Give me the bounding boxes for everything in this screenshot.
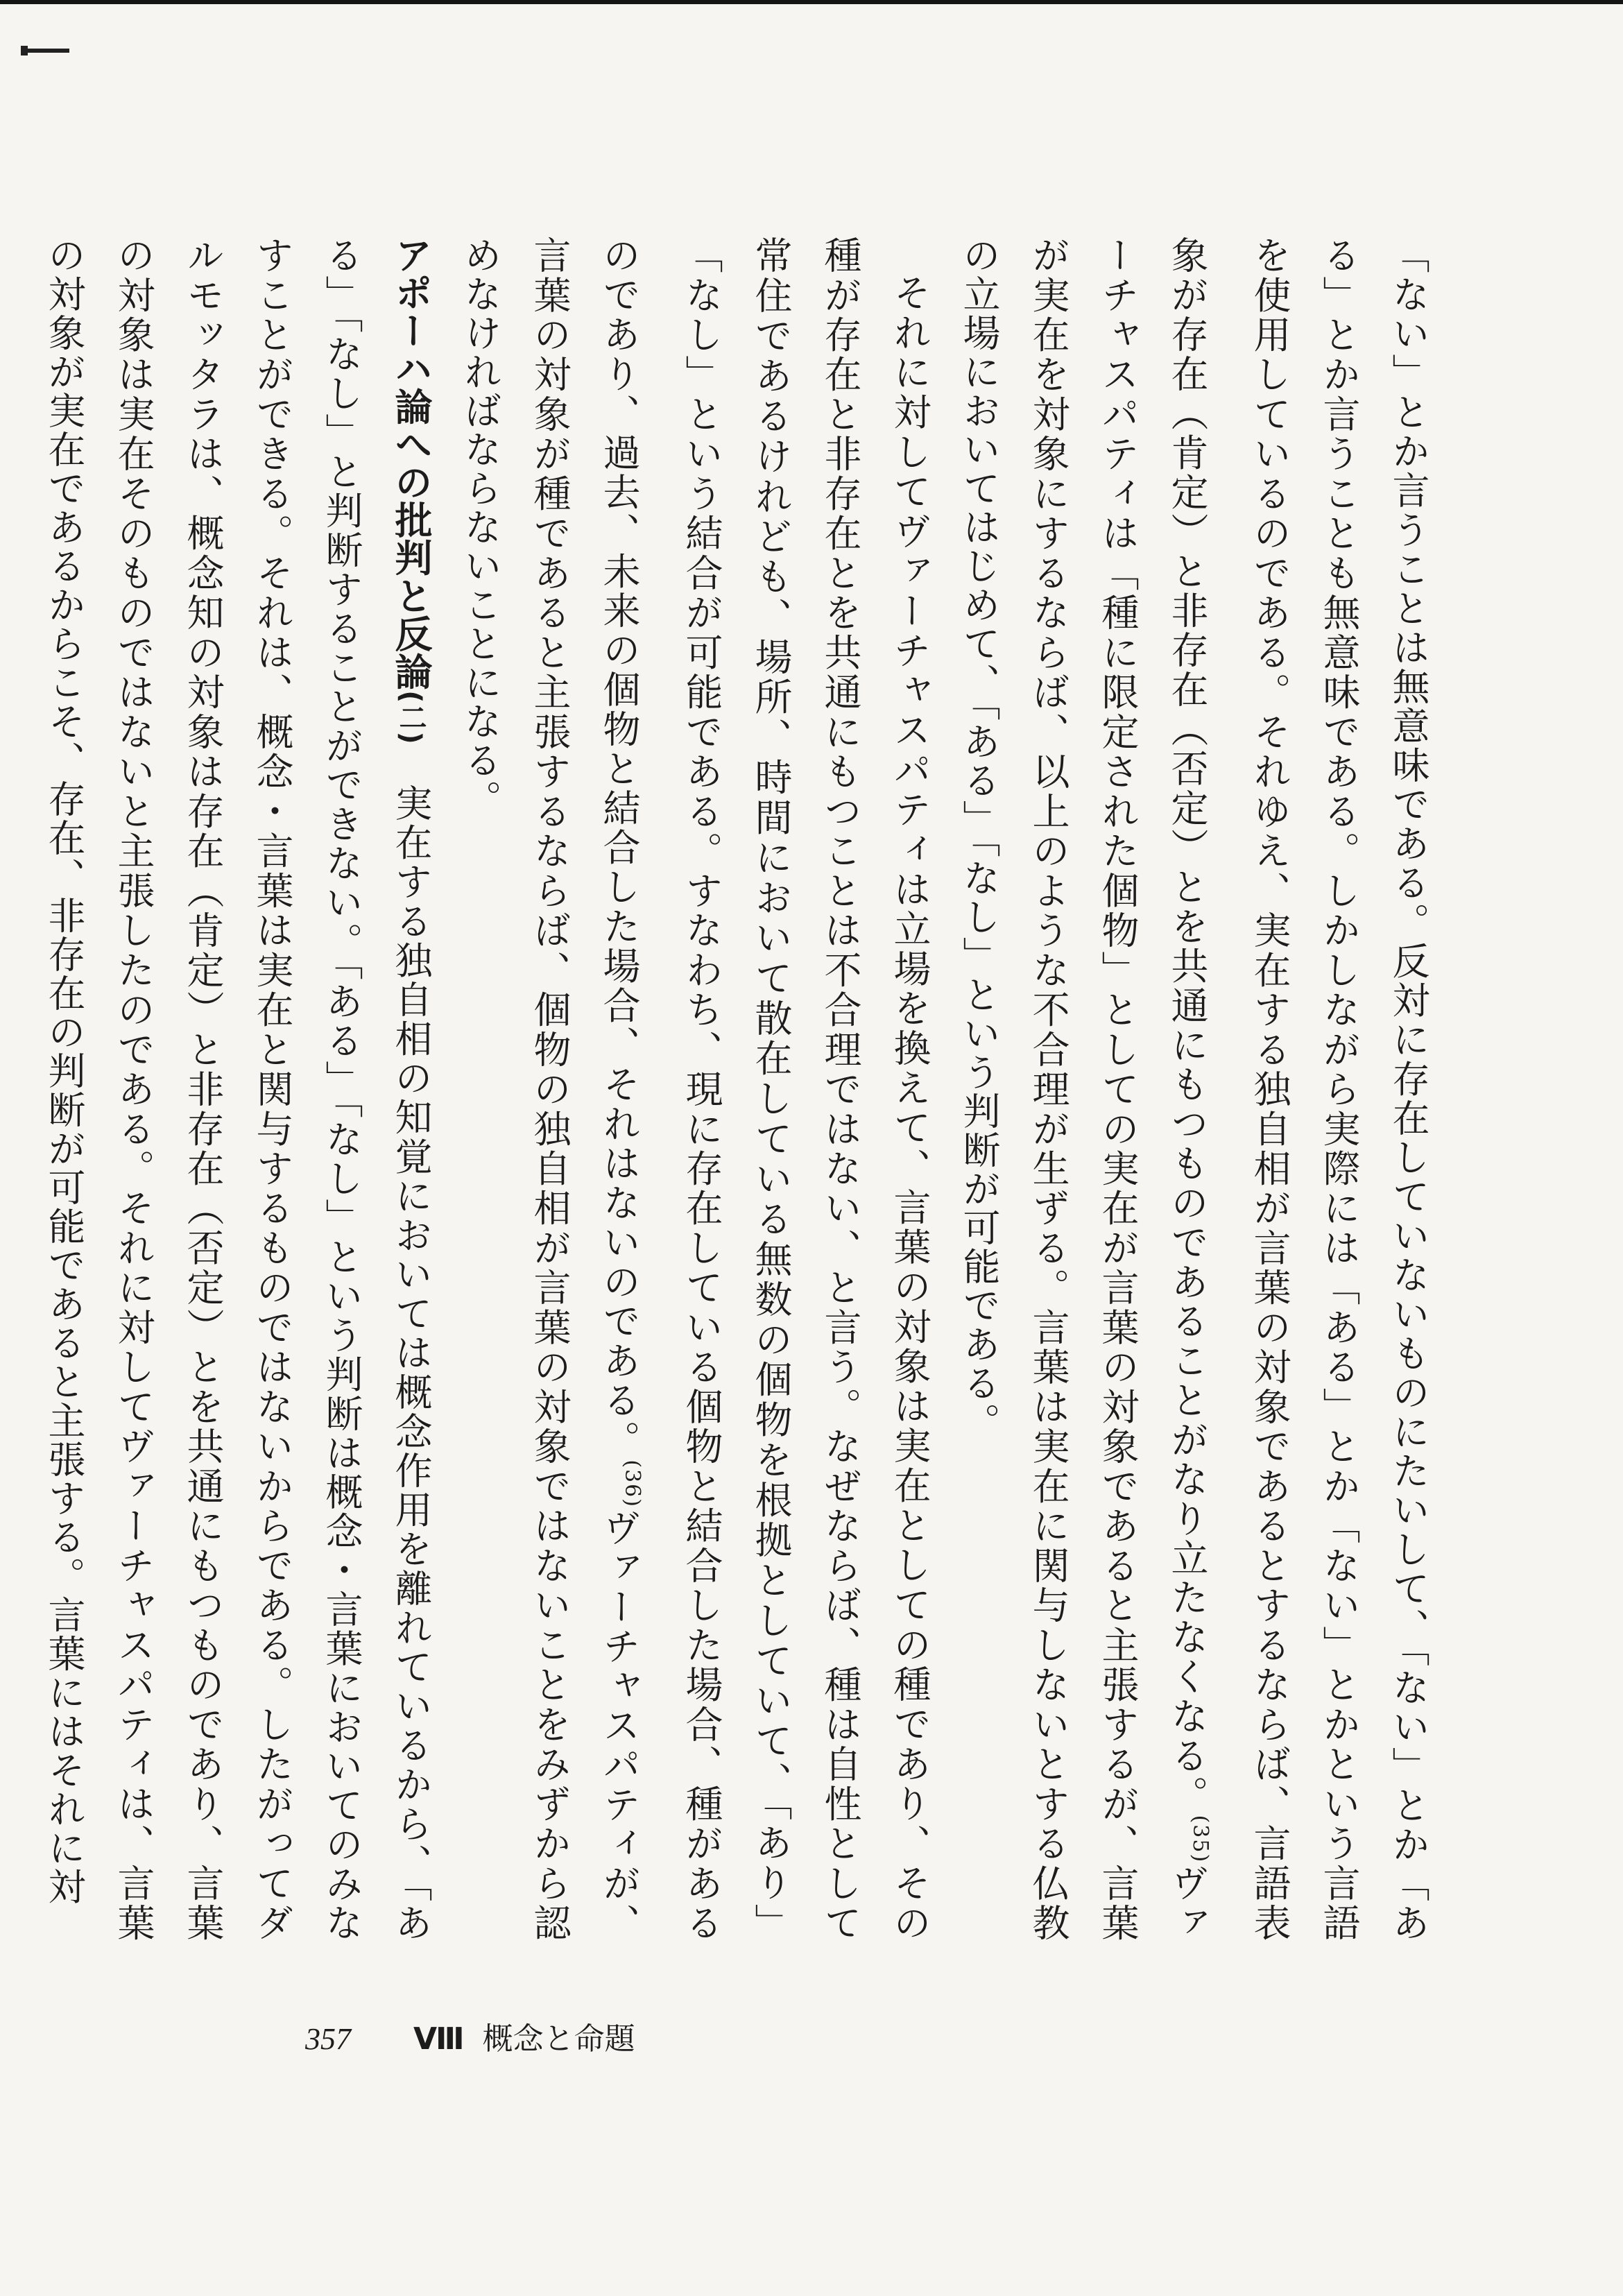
paragraph-2-continuation: ヴァーチャスパティが、言葉の対象が種であると主張するならば、個物の独自相が言葉の対象ではないことをみずから認めなければならないことになる。 (458, 236, 641, 1943)
paragraph-2 (445, 236, 944, 1942)
page-footer (305, 2012, 999, 2067)
corner-mark-bar (21, 49, 69, 53)
footnote-ref-36[interactable]: (36) (620, 1459, 644, 1508)
chapter-title: 概念と命題 (482, 2021, 635, 2057)
scan-top-edge (0, 0, 1623, 4)
paragraph-3 (29, 236, 445, 1942)
chapter-number: Ⅷ (413, 2021, 465, 2057)
paragraph-1-text: 「ない」とか言うことは無意味である。反対に存在していないものにたいして、「ない」とか「ある」とか言うことも無意味である。しかしながら実際には「ある」とか「ない」とかという言語を使用しているのである。それゆえ、実在する独自相が言葉の対象であるとするならば、言語表象が存在（肯定）と非存在（否定）とを共通にもつものであることがなり立たなくなる。 (1165, 236, 1430, 1942)
vertical-text-body (42, 236, 1443, 1943)
paragraph-1-continuation: ヴァーチャスパティは「種に限定された個物」としての実在が言葉の対象であると主張するが、言葉が実在を対象にするならば、以上のような不合理が生ずる。言葉は実在に関与しないとする仏教の立場においてはじめて、「ある」「なし」という判断が可能である。 (957, 236, 1209, 1943)
footnote-ref-35[interactable]: (35) (1188, 1815, 1212, 1864)
section-heading: アポーハ論への批判と反論 (389, 236, 433, 691)
section-heading-number: (二) (395, 690, 427, 744)
paragraph-2-text: それに対してヴァーチャスパティは立場を換えて、言葉の対象は実在としての種であり、その種が存在と非存在とを共通にもつことは不合理ではない、と言う。なぜならば、種は自性として常住であるけれども、場所、時間において散在している無数の個物を根拠としていて、「あり」「なし」という結合が可能である。すなわち、現に存在している個物と結合した場合、種があるのであり、過去、未来の個物と結合した場合、それはないのである。 (597, 236, 931, 1942)
page-number: 357 (305, 2022, 351, 2056)
paragraph-3-text: 実在する独自相の知覚においては概念作用を離れているから、「ある」「なし」と判断することができない。「ある」「なし」という判断は概念・言葉においてのみなすことができる。それは、概念・言葉は実在と関与するものではないからである。したがってダルモッタラは、概念知の対象は存在（肯定）と非存在（否定）とを共通にもつものであり、言葉の対象は実在そのものではないと主張したのである。それに対してヴァーチャスパティは、言葉の対象が実在であるからこそ、存在、非存在の判断が可能であると主張する。言葉にはそれに対 (42, 236, 433, 1943)
paragraph-1 (944, 236, 1443, 1942)
corner-registration-mark (21, 49, 90, 53)
